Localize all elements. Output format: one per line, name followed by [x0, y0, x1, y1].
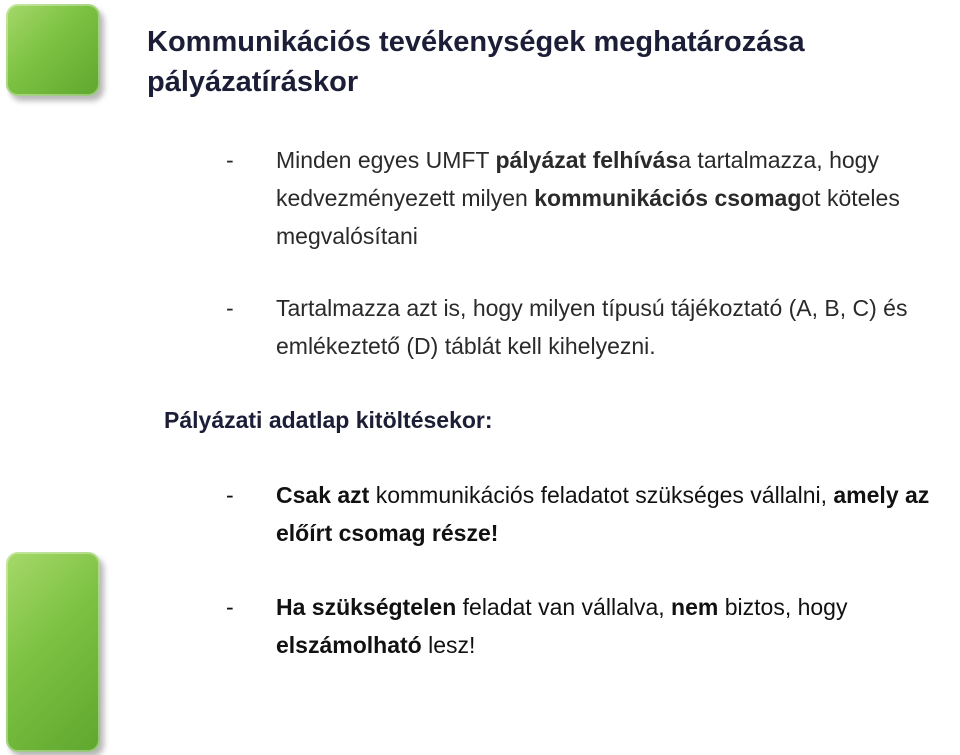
bullet-text: [276, 141, 956, 255]
bullet-marker: -: [226, 295, 234, 321]
bold-text-segment: pályázat felhívás: [495, 147, 679, 173]
bold-text-segment: kommunikációs csomag: [534, 185, 802, 211]
text-segment: Tartalmazza azt is, hogy milyen típusú tájékoztató (A, B, C) és emlékeztető (D) táblát kell kihelyezni.: [276, 295, 908, 359]
list-item: [226, 141, 956, 255]
list-item: [226, 476, 956, 552]
text-segment: ot köteles megvalósítani: [276, 185, 900, 249]
decorative-green-block-bottom: [6, 552, 100, 752]
bold-text-segment: amely az előírt csomag része!: [276, 482, 930, 546]
bold-text-segment: elszámolható: [276, 632, 422, 658]
bullet-marker: -: [226, 482, 234, 508]
decorative-green-block-top: [6, 4, 100, 96]
text-segment: kommunikációs feladatot szükséges vállalni,: [369, 482, 834, 508]
bold-text-segment: Csak azt: [276, 482, 370, 508]
bold-text-segment: Ha szükségtelen: [276, 594, 457, 620]
bullet-text: [276, 289, 956, 365]
text-segment: feladat van vállalva,: [456, 594, 672, 620]
text-segment: Minden egyes UMFT: [276, 147, 496, 173]
bold-text-segment: nem: [671, 594, 719, 620]
bullet-text: [276, 476, 956, 552]
page-title: Kommunikációs tevékenységek meghatározása pályázatíráskor: [147, 26, 805, 98]
section-heading: Pályázati adatlap kitöltésekor:: [164, 407, 493, 433]
bullet-marker: -: [226, 594, 234, 620]
list-item: [226, 588, 956, 664]
text-segment: lesz!: [421, 632, 476, 658]
text-segment: biztos, hogy: [718, 594, 848, 620]
bullet-text: [276, 588, 956, 664]
text-segment: a tartalmazza, hogy kedvezményezett milyen: [276, 147, 879, 211]
bullet-marker: -: [226, 147, 234, 173]
list-item: [226, 289, 956, 365]
